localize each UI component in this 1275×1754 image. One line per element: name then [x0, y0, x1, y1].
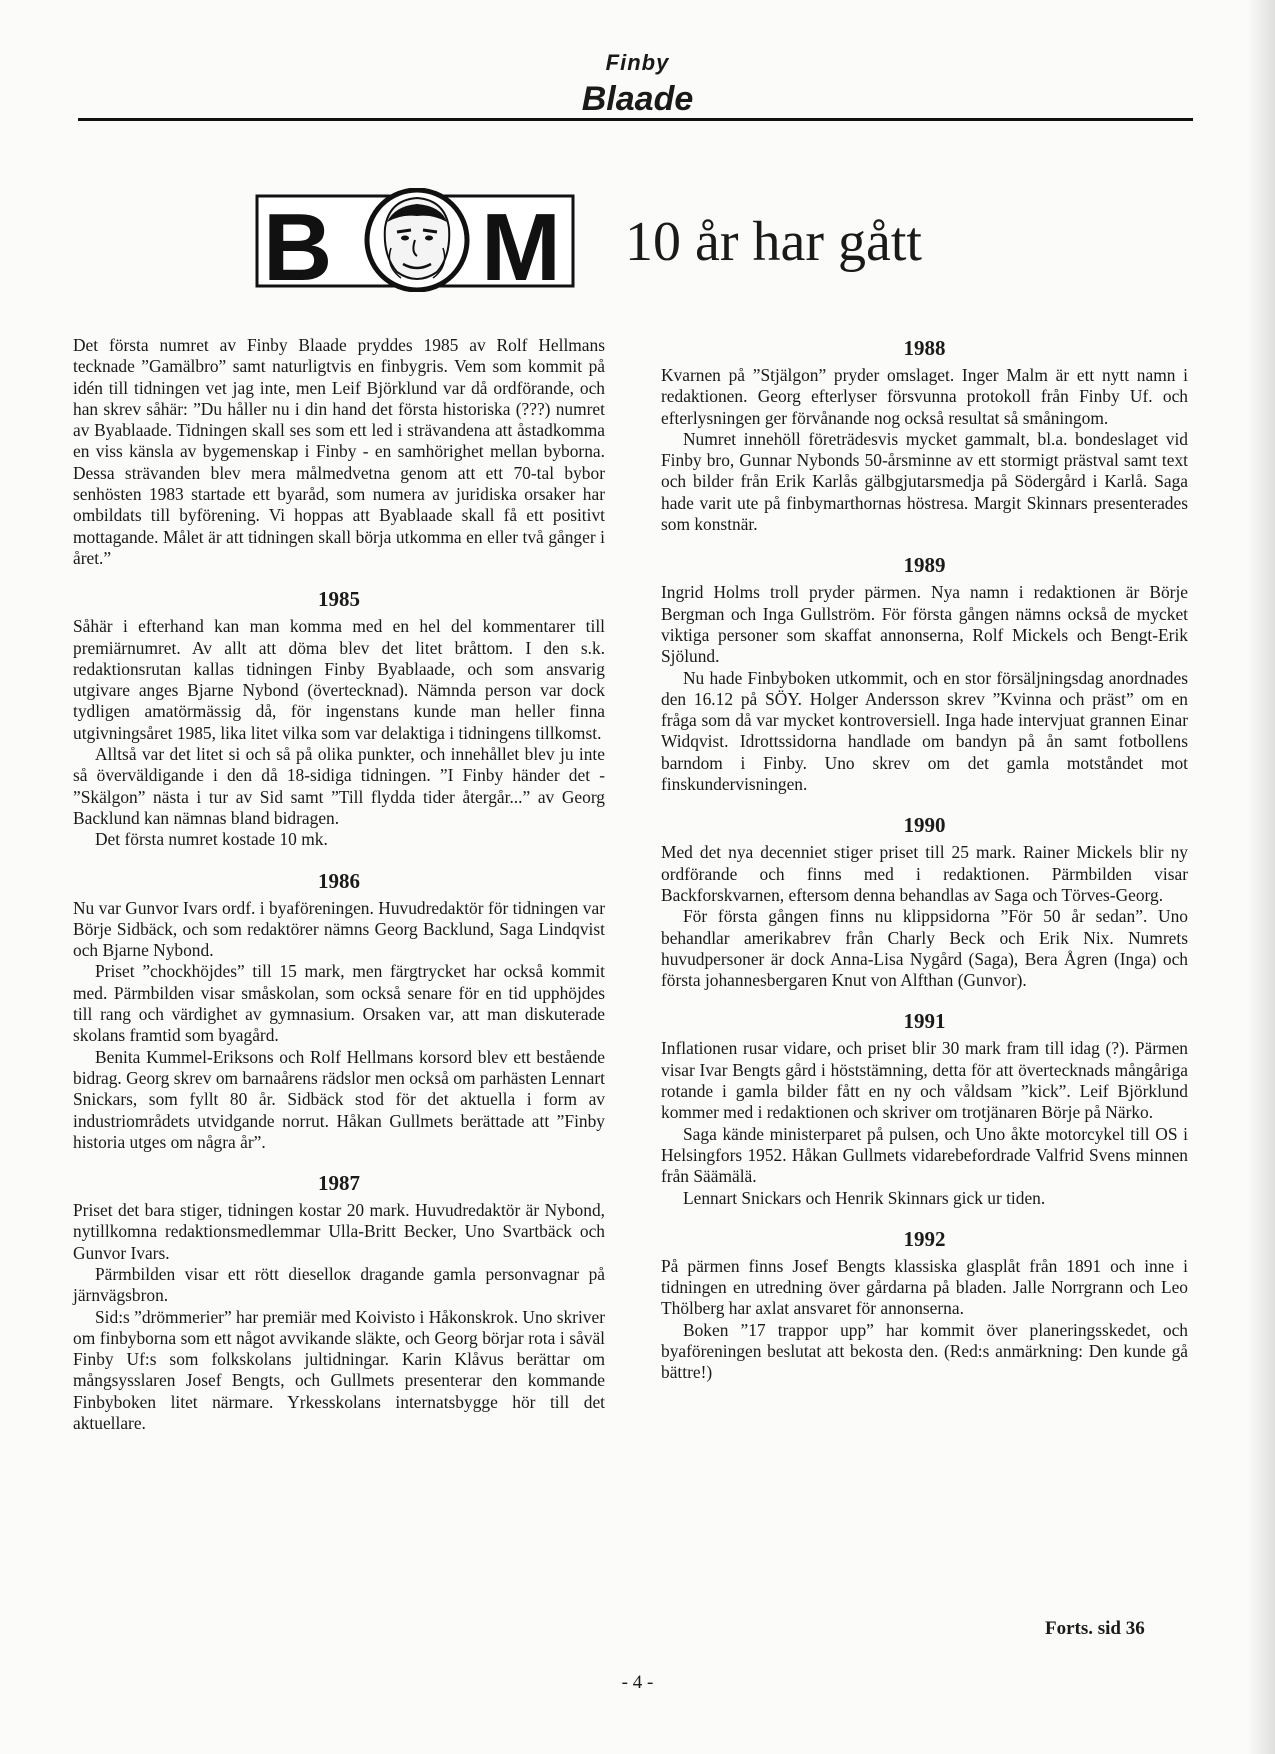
paragraph-1991-3: Lennart Snickars och Henrik Skinnars gick ur tiden. — [683, 1187, 1046, 1208]
paragraph-1990-1: Med det nya decenniet stiger priset till 25 mark. Rainer Mickels blir ny ordförande och finns med i redaktionen. Pärmbilden visar Backforskvarnen, eftersom denna behandlas av Saga och Törves-Georg. — [661, 842, 1188, 905]
paragraph-1989-1: Ingrid Holms troll pryder pärmen. Nya namn i redaktionen är Börje Bergman och Inga Gullström. För första gången nämns också de mycket viktiga personer som skaffat annonserna, Rolf Mickels och Bengt-Erik Sjölund. — [661, 582, 1188, 667]
paragraph-1991-2: Saga kände ministerparet på pulsen, och Uno åkte motorcykel till OS i Helsingfors 1952. Håkan Gullmets vidarebefordrade Valfrid Svens minnen från Säämälä. — [661, 1123, 1188, 1187]
paragraph-1986-1: Nu var Gunvor Ivars ordf. i byaföreningen. Huvudredaktör för tidningen var Börje Sidbäck, och som redaktörer nämns Georg Backlund, Saga Lindqvist och Bjarne Nybond. — [73, 897, 605, 961]
masthead-rule — [78, 118, 1193, 121]
logo-letter-m: M — [481, 194, 561, 292]
paragraph-1987-3: Sid:s ”drömmerier” har premiär med Koivisto i Håkonskrok. Uno skriver om finbyborna som ett något avvikande släkte, och Georg börjar rota i såväl Finby Uf:s som folkskolans jultidningar. Karin Klåvus berättar om mångsysslaren Josef Bengts, och Gullmets presenterar den kommande Finbyboken litet närmare. Yrkesskolans internatsbygge hör till det aktuellare. — [73, 1306, 606, 1434]
right-column — [661, 335, 1188, 1384]
paragraph-1992-2: Boken ”17 trappor upp” har kommit över planeringsskedet, och byaföreningen beslutat att bekosta den. (Red:s anmärkning: Den kunde gå bättre!) — [661, 1319, 1188, 1383]
paragraph-1992-1: På pärmen finns Josef Bengts klassiska glasplåt från 1891 och inne i tidningen en utredning över gårdarna på bladen. Jalle Norrgrann och Leo Thölberg har axlat ansvaret för annonserna. — [661, 1255, 1188, 1319]
year-heading-1990: 1990 — [903, 813, 946, 838]
year-heading-1992: 1992 — [903, 1226, 946, 1251]
year-heading-1985: 1985 — [318, 587, 360, 612]
article-headline: 10 år har gått — [625, 211, 922, 273]
page-number: - 4 - — [621, 1672, 654, 1693]
paragraph-1986-3: Benita Kummel-Eriksons och Rolf Hellmans korsord blev ett bestående bidrag. Georg skrev om barnaårens rädslor men också om parhästen Lennart Snickars, som fyllt 80 år. Sidbäck stod för det aktuella i form av industriområdets utvidgande norrut. Håkan Gullmets berättade att ”Finby historia utges om några år”. — [73, 1046, 605, 1152]
caricature-face-icon — [367, 190, 467, 290]
paragraph-1990-2: För första gången finns nu klippsidorna ”För 50 år sedan”. Uno behandlar amerikabrev från Charly Beck och Erik Nix. Numrets huvudpersoner är dock Anna-Lisa Nygård (Saga), Bera Ågren (Inga) och första johannesbergaren Knut von Alfthan (Gunvor). — [661, 906, 1188, 991]
year-heading-1988: 1988 — [903, 336, 946, 360]
paragraph-1989-2: Nu hade Finbyboken utkommit, och en stor försäljningsdag anordnades den 16.12 på SÖY. Holger Andersson skrev ”Kvinna och präst” om en fråga som då var mycket kontroversiell. Inga hade intervjuat grannen Einar Widqvist. Idrottssidorna handlade om bandyn på ån samt fotbollens barndom i Finby. Uno skrev om det gamla motståndet mot finskundervisningen. — [661, 667, 1188, 795]
left-column — [73, 335, 605, 1434]
paragraph-1985-1: Såhär i efterhand kan man komma med en hel del kommentarer till premiärnumret. Av allt att döma blev det litet bråttom. I den s.k. redaktionsrutan kallas tidningen Finby Byablaade, och som ansvarig utgivare anges Bjarne Nybond (övertecknad). Nämnda person var dock tydligen amatörmässig då, för ingenstans kunde man heller finna utgivningsåret 1985, lika litet vilka som var delaktiga i tidningens tillkomst. — [73, 616, 605, 743]
paragraph-1986-2: Priset ”chockhöjdes” till 15 mark, men färgtrycket har också kommit med. Pärmbilden visar småskolan, som också senare för en tid upphöjdes till rang och värdighet av gymnasium. Orsaken var, att man diskuterade skolans framtid som byagård. — [73, 961, 605, 1046]
logo-letter-b: B — [263, 194, 333, 292]
paragraph-1988-2: Numret innehöll företrädesvis mycket gammalt, bl.a. bondeslaget vid Finby bro, Gunnar Nybonds 50-årsminne av ett stormigt prästval samt text och bilder från Erik Karlås gälbgjutarsmedja på Södergård i Karlå. Saga hade varit ute på finbymarthornas höstresa. Margit Skinnars presenterades som konstnär. — [661, 428, 1188, 535]
paragraph-1987-2: Pärmbilden visar ett rött dieselloк dragande gamla personvagnar på järnvägsbron. — [73, 1263, 605, 1306]
year-heading-1986: 1986 — [318, 868, 360, 893]
paragraph-1985-3: Det första numret kostade 10 mk. — [95, 829, 328, 850]
masthead-finby: Finby — [605, 50, 670, 75]
page-edge-shadow — [1247, 0, 1275, 1754]
paragraph-1987-1: Priset det bara stiger, tidningen kostar 20 mark. Huvudredaktör är Nybond, nytillkomna redaktionsmedlemmar Ulla-Britt Becker, Uno Svartbäck och Gunvor Ivars. — [73, 1200, 605, 1263]
year-heading-1987: 1987 — [318, 1171, 360, 1196]
intro-paragraph: Det första numret av Finby Blaade pryddes 1985 av Rolf Hellmans tecknade ”Gamälbro” samt naturligtvis en finbygris. Vem som kommit på idén till tidningen vet jag inte, men Leif Björklund var då ordförande, och han skrev såhär: ”Du håller nu i din hand det första historiska (???) numret av Byablaade. Tidningen skall ses som ett led i strävandena att åstadkomma en viss känsla av bygemenskap i Finby - en samhörighet mellan byborna. Dessa strävanden blev mera målmedvetna genom att ett 70-tal bybor senhösten 1983 startade ett byaråd, som numera av juridiska orsaker har ombildats till byförening. Vi hoppas att Byablaade skall få ett positivt mottagande. Målet är att tidningen skall börja utkomma en eller två gånger i året.” — [73, 335, 605, 568]
year-heading-1991: 1991 — [903, 1009, 946, 1034]
year-heading-1989: 1989 — [903, 553, 946, 578]
masthead-blaade: Blaade — [581, 80, 694, 118]
paragraph-1985-2: Alltså var det litet si och så på olika punkter, och innehållet blev ju inte så överväldigande i den då 18-sidiga tidningen. ”I Finby händer det - ”Skälgon” nästa i tur av Sid samt ”Till flydda tider återgår...” av Georg Backlund kan nämnas bland bidragen. — [73, 744, 605, 828]
paragraph-1991-1: Inflationen rusar vidare, och priset blir 30 mark fram till idag (?). Pärmen visar Ivar Bengts gård i höststämning, detta för att övertecknads mångåriga rotande i gamla bilder fått en ny och våldsam ”kick”. Leif Björklund kommer med i redaktionen och skriver om trotjänaren Börje på Närko. — [661, 1038, 1188, 1123]
paragraph-1988-1: Kvarnen på ”Stjälgon” pryder omslaget. Inger Malm är ett nytt namn i redaktionen. Georg efterlyser försvunna protokoll från Finby Uf. och efterlysningen ger förvånande nog också resultat så småningom. — [661, 365, 1188, 428]
bom-logo — [255, 188, 575, 292]
continued-note: Forts. sid 36 — [1045, 1618, 1145, 1639]
